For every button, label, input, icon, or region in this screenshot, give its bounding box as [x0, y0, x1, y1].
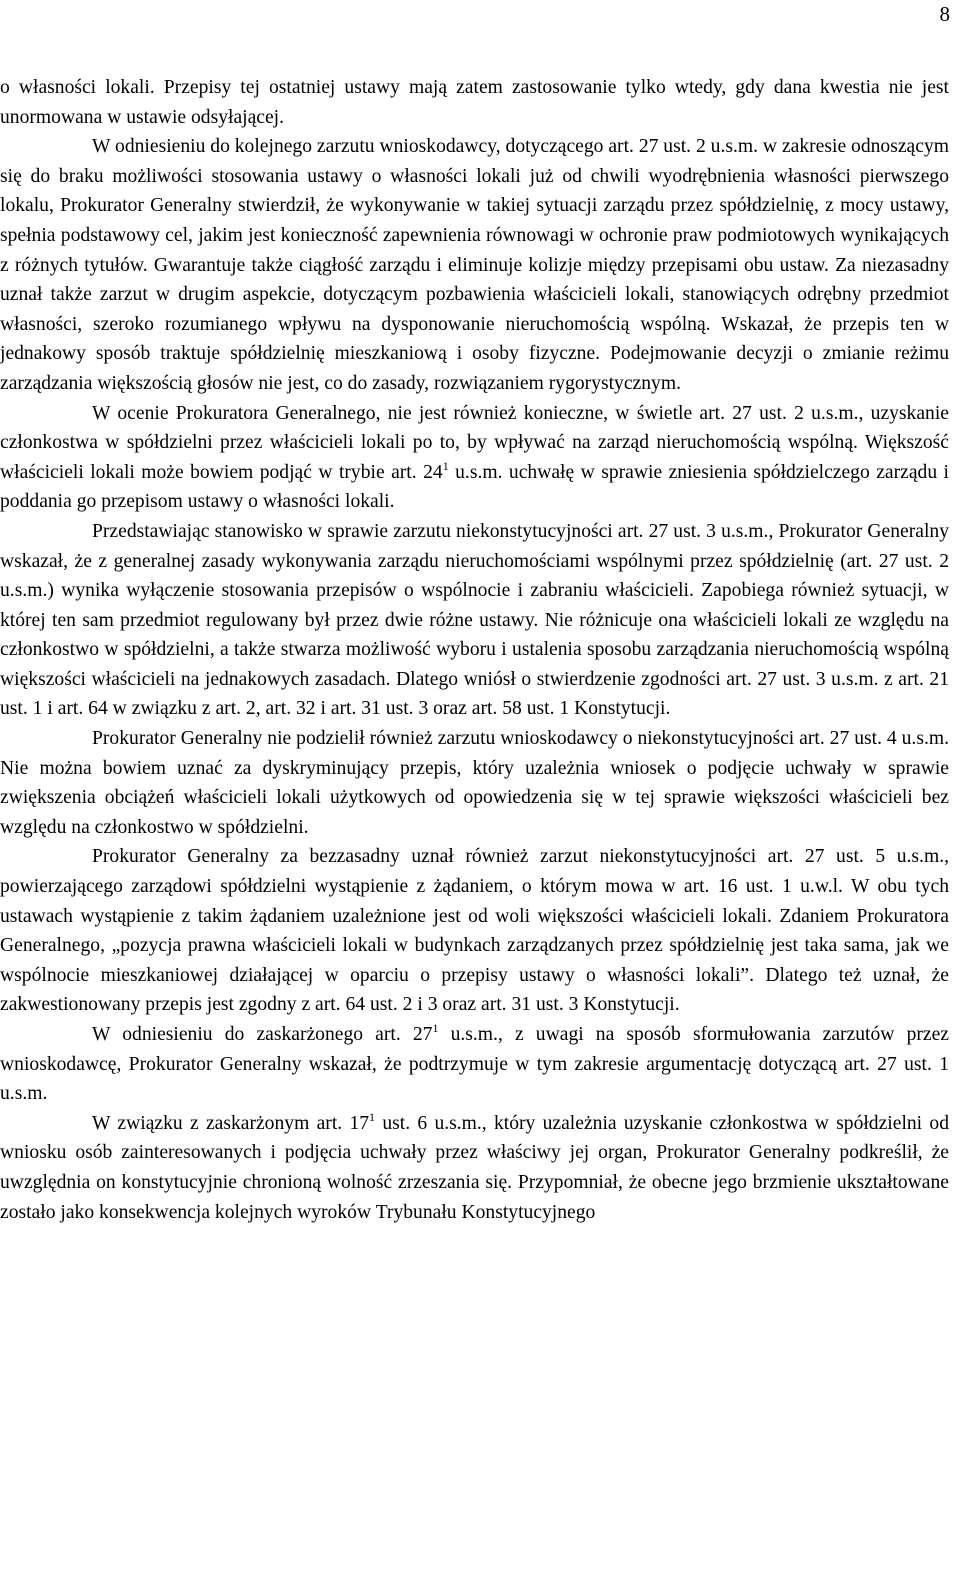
paragraph-6: Prokurator Generalny za bezzasadny uznał również zarzut niekonstytucyjności art. 27 ust. 5 u.s.m., powierzającego zarządowi spółdzielni wystąpienie z żądaniem, o którym mowa w art. 16 ust. 1 u.w.l. W obu tych ustawach wystąpienie z takim żądaniem uzależnione jest od woli większości właścicieli lokali. Zdaniem Prokuratora Generalnego, „pozycja prawna właścicieli lokali w budynkach zarządzanych przez spółdzielnię jest taka sama, jak we wspólnocie mieszkaniowej działającej w oparciu o przepisy ustawy o własności lokali”. Dlatego też uznał, że zakwestionowany przepis jest zgodny z art. 64 ust. 2 i 3 oraz art. 31 ust. 3 Konstytucji.	[0, 846, 949, 1016]
paragraph-8	[0, 1109, 949, 1227]
paragraph-7-text-a: W odniesieniu do zaskarżonego art. 27	[92, 1024, 433, 1045]
paragraph-3-text-a: W ocenie Prokuratora Generalnego, nie jest również konieczne, w świetle art. 27 ust. 2 u.s.m., uzyskanie członkostwa w spółdzielni przez właścicieli lokali po to, by wpływać na zarząd nieruchomością wspólną. Większość właścicieli lokali może bowiem podjąć w trybie art. 24	[0, 402, 949, 483]
page-number: 8	[939, 2, 950, 26]
paragraph-3	[0, 399, 949, 517]
paragraph-8-text-a: W związku z zaskarżonym art. 17	[92, 1112, 370, 1134]
document-body	[0, 73, 949, 1227]
paragraph-1: o własności lokali. Przepisy tej ostatniej ustawy mają zatem zastosowanie tylko wtedy, gdy dana kwestia nie jest unormowana w ustawie odsyłającej.	[0, 77, 949, 128]
paragraph-5: Prokurator Generalny nie podzielił również zarzutu wnioskodawcy o niekonstytucyjności art. 27 ust. 4 u.s.m. Nie można bowiem uznać za dyskryminujący przepis, który uzależnia wniosek o podjęcie uchwały w sprawie zwiększenia obciążeń właścicieli lokali użytkowych od opowiedzenia się w tej sprawie większości właścicieli bez względu na członkostwo w spółdzielni.	[0, 728, 949, 838]
paragraph-7	[0, 1020, 949, 1109]
paragraph-2: W odniesieniu do kolejnego zarzutu wnioskodawcy, dotyczącego art. 27 ust. 2 u.s.m. w zakresie odnoszącym się do braku możliwości stosowania ustawy o własności lokali już od chwili wyodrębnienia własności pierwszego lokalu, Prokurator Generalny stwierdził, że wykonywanie w takiej sytuacji zarządu przez spółdzielnię, z mocy ustawy, spełnia podstawowy cel, jakim jest konieczność zapewnienia równowagi w ochronie praw podmiotowych wynikających z różnych tytułów. Gwarantuje także ciągłość zarządu i eliminuje kolizje między przepisami obu ustaw. Za niezasadny uznał także zarzut w drugim aspekcie, dotyczącym pozbawienia właścicieli lokali, stanowiących odrębny przedmiot własności, szeroko rozumianego wpływu na dysponowanie nieruchomością wspólną. Wskazał, że przepis ten w jednakowy sposób traktuje spółdzielnię mieszkaniową i osoby fizyczne. Podejmowanie decyzji o zmianie reżimu zarządzania większością głosów nie jest, co do zasady, rozwiązaniem rygorystycznym.	[0, 136, 949, 394]
paragraph-3-text-b: u.s.m. uchwałę w sprawie zniesienia spółdzielczego zarządu i poddania go przepisom ustawy o własności lokali.	[0, 461, 949, 513]
superscript: 1	[369, 1109, 376, 1124]
paragraph-7-text-b: u.s.m., z uwagi na sposób sformułowania zarzutów przez wnioskodawcę, Prokurator Generalny wskazał, że podtrzymuje w tym zakresie argumentację dotyczącą art. 27 ust. 1 u.s.m.	[0, 1024, 949, 1105]
superscript: 1	[432, 1021, 439, 1035]
paragraph-8-text-b: ust. 6 u.s.m., który uzależnia uzyskanie członkostwa w spółdzielni od wniosku osób zainteresowanych i podjęcia uchwały przez właściwy jej organ, Prokurator Generalny podkreślił, że uwzględnia on konstytucyjnie chronioną wolność zrzeszania się. Przypomniał, że obecne jego brzmienie ukształtowane zostało jako konsekwencja kolejnych wyroków Trybunału Konstytucyjnego	[0, 1112, 949, 1223]
paragraph-4: Przedstawiając stanowisko w sprawie zarzutu niekonstytucyjności art. 27 ust. 3 u.s.m., Prokurator Generalny wskazał, że z generalnej zasady wykonywania zarządu nieruchomościami wspólnymi przez spółdzielnię (art. 27 ust. 2 u.s.m.) wynika wyłączenie stosowania przepisów o wspólnocie i zabraniu właścicieli. Zapobiega również sytuacji, w której ten sam przedmiot regulowany był przez dwie różne ustawy. Nie różnicuje ona właścicieli lokali ze względu na członkostwo w spółdzielni, a także stwarza możliwość wyboru i ustalenia sposobu zarządzania nieruchomością wspólną większości właścicieli na jednakowych zasadach. Dlatego wniósł o stwierdzenie zgodności art. 27 ust. 3 u.s.m. z art. 21 ust. 1 i art. 64 w związku z art. 2, art. 32 i art. 31 ust. 3 oraz art. 58 ust. 1 Konstytucji.	[0, 520, 949, 720]
superscript: 1	[442, 458, 449, 473]
